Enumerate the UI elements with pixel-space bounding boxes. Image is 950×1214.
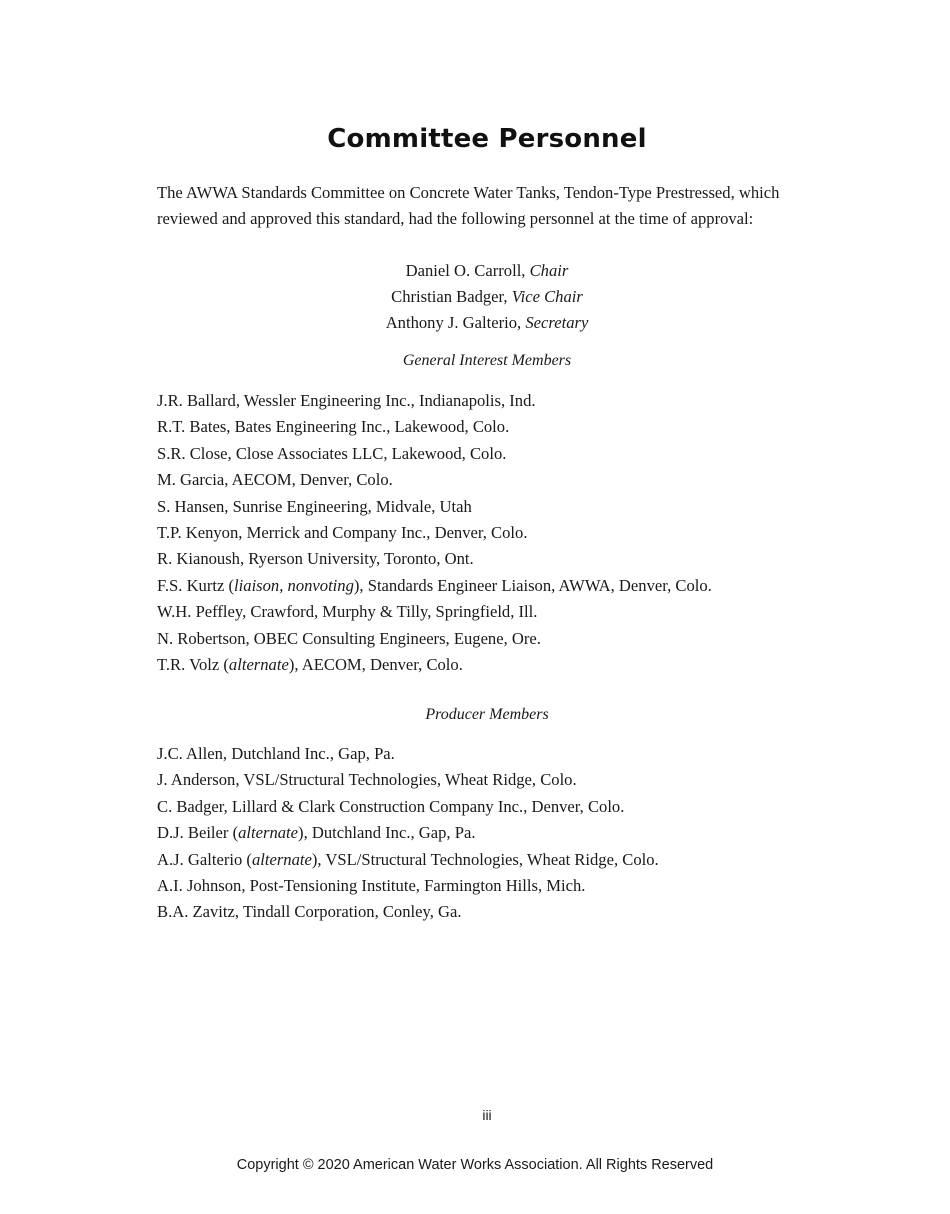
member-name: S.R. Close [157,443,228,463]
officer-line [0,258,950,284]
member-affiliation: , Close Associates LLC, Lakewood, Colo. [227,443,507,463]
officer-line [0,310,950,336]
member-entry: F.S. Kurtz (liaison, nonvoting), Standards Engineer Liaison, AWWA, Denver, Colo. [157,575,712,595]
member-entry: D.J. Beiler (alternate), Dutchland Inc., Gap, Pa. [157,823,476,843]
member-affiliation: , Dutchland Inc., Gap, Pa. [222,744,395,763]
member-affiliation: , AECOM, Denver, Colo. [294,655,463,675]
member-entry: T.R. Volz (alternate), AECOM, Denver, Colo. [157,655,463,675]
member-entry [157,794,857,820]
page-number: iii [482,1107,492,1123]
officer-role: Secretary [525,313,589,332]
producer-heading: Producer Members [425,706,549,723]
member-entry [157,767,857,793]
member-affiliation: , VSL/Structural Technologies, Wheat Ridge, Colo. [235,770,577,790]
member-entry [157,899,857,925]
member-entry [157,873,857,899]
member-affiliation: , Dutchland Inc., Gap, Pa. [303,823,476,843]
member-entry [157,520,857,546]
member-entry [157,626,857,652]
member-name: J. Anderson [157,770,236,790]
member-affiliation: , Bates Engineering Inc., Lakewood, Colo. [226,417,510,437]
member-name: M. Garcia [157,470,225,490]
member-name: D.J. Beiler [157,823,229,843]
member-entry [157,494,857,520]
member-entry [157,388,857,414]
member-name: C. Badger [157,796,224,816]
member-affiliation: , Crawford, Murphy & Tilly, Springfield, Ill. [242,602,538,622]
member-affiliation: , Sunrise Engineering, Midvale, Utah [224,496,472,516]
member-name: J.C. Allen [157,744,223,763]
member-affiliation: , Lillard & Clark Construction Company Inc., Denver, Colo. [223,796,625,816]
member-name: R.T. Bates [157,417,227,437]
member-affiliation: , OBEC Consulting Engineers, Eugene, Ore. [245,628,541,648]
member-affiliation: , Wessler Engineering Inc., Indianapolis, Ind. [235,391,536,410]
member-affiliation: , VSL/Structural Technologies, Wheat Ridge, Colo. [317,849,659,869]
officer-line [0,284,950,310]
member-role-note: alternate [228,655,289,675]
copyright-footer: Copyright © 2020 American Water Works Association. All Rights Reserved [236,1157,714,1173]
officer-name: Daniel O. Carroll, [405,261,530,280]
member-affiliation: , Tindall Corporation, Conley, Ga. [234,902,462,922]
officer-role: Vice Chair [511,287,583,306]
intro-paragraph: The AWWA Standards Committee on Concrete Water Tanks, Tendon-Type Prestressed, which reviewed and approved this standard, had the following personnel at the time of approval: [157,183,780,228]
producer-member-list [157,741,857,926]
member-name: F.S. Kurtz [157,575,225,595]
member-affiliation: , Standards Engineer Liaison, AWWA, Denver, Colo. [359,575,712,595]
member-entry [157,441,857,467]
general-interest-member-list [157,388,857,678]
officer-role: Chair [529,261,569,280]
member-name: N. Robertson [157,628,246,648]
member-entry [157,414,857,440]
member-entry: A.J. Galterio (alternate), VSL/Structural Technologies, Wheat Ridge, Colo. [157,849,659,869]
member-name: T.P. Kenyon [157,523,239,543]
member-name: A.I. Johnson [157,876,242,896]
member-name: A.J. Galterio [157,849,243,869]
member-role-note: alternate [251,849,312,869]
member-name: T.R. Volz [157,655,220,675]
member-role-note: alternate [238,823,299,843]
member-entry [157,599,857,625]
officer-name: Christian Badger, [391,287,512,306]
member-role-note: liaison, nonvoting [234,575,354,595]
general-interest-heading: General Interest Members [402,352,572,369]
member-affiliation: , Ryerson University, Toronto, Ont. [239,549,474,569]
officer-name: Anthony J. Galterio, [385,313,526,332]
member-name: S. Hansen [157,496,225,516]
member-affiliation: , AECOM, Denver, Colo. [224,470,393,490]
member-name: W.H. Peffley [157,602,243,622]
member-entry [157,741,857,767]
member-name: B.A. Zavitz [157,902,235,922]
page-title: Committee Personnel [327,124,647,154]
member-name: J.R. Ballard [157,391,236,410]
member-name: R. Kianoush [157,549,240,569]
member-entry [157,546,857,572]
officers-block [0,258,950,336]
member-affiliation: , Merrick and Company Inc., Denver, Colo. [238,523,528,543]
member-entry [157,467,857,493]
member-affiliation: , Post-Tensioning Institute, Farmington Hills, Mich. [241,876,586,896]
